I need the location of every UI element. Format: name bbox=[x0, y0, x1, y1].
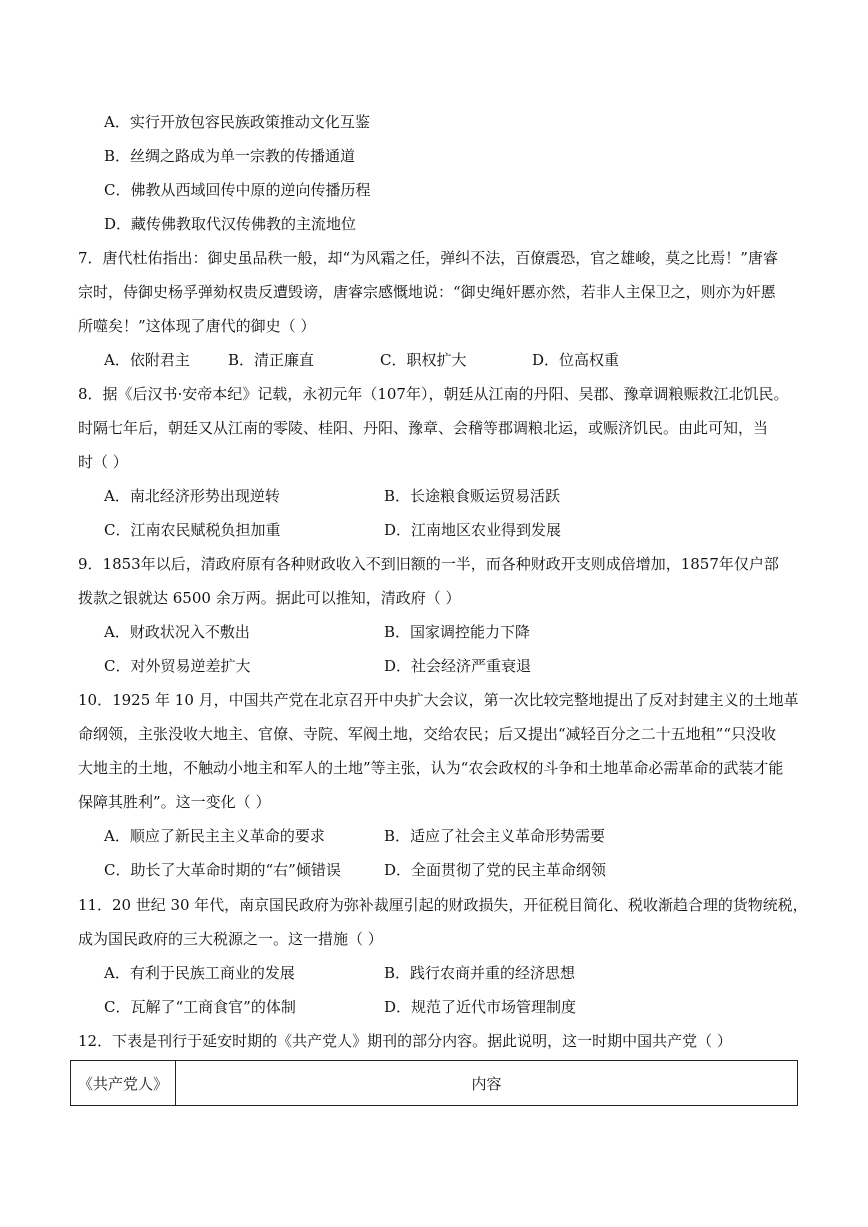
q10-stem-line-3: 大地主的土地，不触动小地主和军人的土地”等主张，认为“农会政权的斗争和土地革命必需革命的武装才能 bbox=[78, 759, 784, 777]
q7-option-a: A．依附君主 bbox=[104, 351, 190, 369]
q8-option-a: A．南北经济形势出现逆转 bbox=[104, 487, 280, 505]
q11-option-c: C．瓦解了“工商食官”的体制 bbox=[104, 998, 296, 1016]
q9-option-a: A．财政状况入不敷出 bbox=[104, 623, 250, 641]
q10-option-b: B．适应了社会主义革命形势需要 bbox=[384, 827, 606, 845]
q8-stem-line-3: 时（ ） bbox=[78, 453, 128, 471]
q7-option-b: B．清正廉直 bbox=[228, 351, 315, 369]
q11-option-a: A．有利于民族工商业的发展 bbox=[104, 964, 295, 982]
q8-option-c: C．江南农民赋税负担加重 bbox=[104, 521, 281, 539]
q10-option-d: D．全面贯彻了党的民主革命纲领 bbox=[384, 861, 607, 879]
q8-stem-line-2: 时隔七年后，朝廷又从江南的零陵、桂阳、丹阳、豫章、会稽等郡调粮北运，或赈济饥民。由此可知，当 bbox=[78, 419, 769, 437]
q10-option-c: C．助长了大革命时期的“右”倾错误 bbox=[104, 861, 341, 879]
q11-stem-line-1: 11．20 世纪 30 年代，南京国民政府为弥补裁厘引起的财政损失，开征税目简化、税收渐趋合理的货物统税， bbox=[78, 896, 808, 914]
q12-stem-line-1: 12．下表是刊行于延安时期的《共产党人》期刊的部分内容。据此说明，这一时期中国共产党（ ） bbox=[78, 1032, 732, 1050]
q9-option-d: D．社会经济严重衰退 bbox=[384, 657, 532, 675]
q9-stem-line-2: 拨款之银就达 6500 余万两。据此可以推知，清政府（ ） bbox=[78, 589, 461, 607]
q7-option-d: D．位高权重 bbox=[532, 351, 620, 369]
q9-stem-line-1: 9．1853年以后，清政府原有各种财政收入不到旧额的一半，而各种财政开支则成倍增加，1857年仅户部 bbox=[78, 555, 779, 573]
q7-stem-line-3: 所噬矣！”这体现了唐代的御史（ ） bbox=[78, 317, 316, 335]
q7-stem-line-2: 宗时，侍御史杨孚弹劾权贵反遭毁谤，唐睿宗感慨地说：“御史绳奸慝亦然，若非人主保卫之，则亦为奸慝 bbox=[78, 283, 776, 301]
q6-option-d: D．藏传佛教取代汉传佛教的主流地位 bbox=[104, 215, 357, 233]
q6-option-b: B．丝绸之路成为单一宗教的传播通道 bbox=[104, 147, 356, 165]
q10-stem-line-4: 保障其胜利”。这一变化（ ） bbox=[78, 793, 271, 811]
q9-option-c: C．对外贸易逆差扩大 bbox=[104, 657, 251, 675]
q10-stem-line-2: 命纲领，主张没收大地主、官僚、寺院、军阀土地，交给农民；后又提出“减轻百分之二十五地租”“只没收 bbox=[78, 725, 777, 743]
q11-option-b: B．践行农商并重的经济思想 bbox=[384, 964, 576, 982]
q6-option-c: C．佛教从西域回传中原的逆向传播历程 bbox=[104, 181, 371, 199]
q6-option-a: A．实行开放包容民族政策推动文化互鉴 bbox=[104, 113, 370, 131]
q8-stem-line-1: 8．据《后汉书·安帝本纪》记载，永初元年（107年），朝廷从江南的丹阳、吴郡、豫章调粮赈救江北饥民。 bbox=[78, 385, 789, 403]
q8-option-b: B．长途粮食贩运贸易活跃 bbox=[384, 487, 561, 505]
q11-stem-line-2: 成为国民政府的三大税源之一。这一措施（ ） bbox=[78, 930, 383, 948]
q12-table bbox=[70, 1060, 798, 1106]
q8-option-d: D．江南地区农业得到发展 bbox=[384, 521, 562, 539]
q7-option-c: C．职权扩大 bbox=[380, 351, 467, 369]
table-header-content: 内容 bbox=[471, 1074, 502, 1093]
q11-option-d: D．规范了近代市场管理制度 bbox=[384, 998, 577, 1016]
q7-stem-line-1: 7．唐代杜佑指出：御史虽品秩一般，却“为风霜之任，弹纠不法，百僚震恐，官之雄峻，莫之比焉！”唐睿 bbox=[78, 249, 778, 267]
q9-option-b: B．国家调控能力下降 bbox=[384, 623, 531, 641]
q10-option-a: A．顺应了新民主主义革命的要求 bbox=[104, 827, 325, 845]
table-header-journal: 《共产党人》 bbox=[71, 1061, 176, 1105]
q10-stem-line-1: 10．1925 年 10 月，中国共产党在北京召开中央扩大会议，第一次比较完整地提出了反对封建主义的土地革 bbox=[78, 691, 799, 709]
